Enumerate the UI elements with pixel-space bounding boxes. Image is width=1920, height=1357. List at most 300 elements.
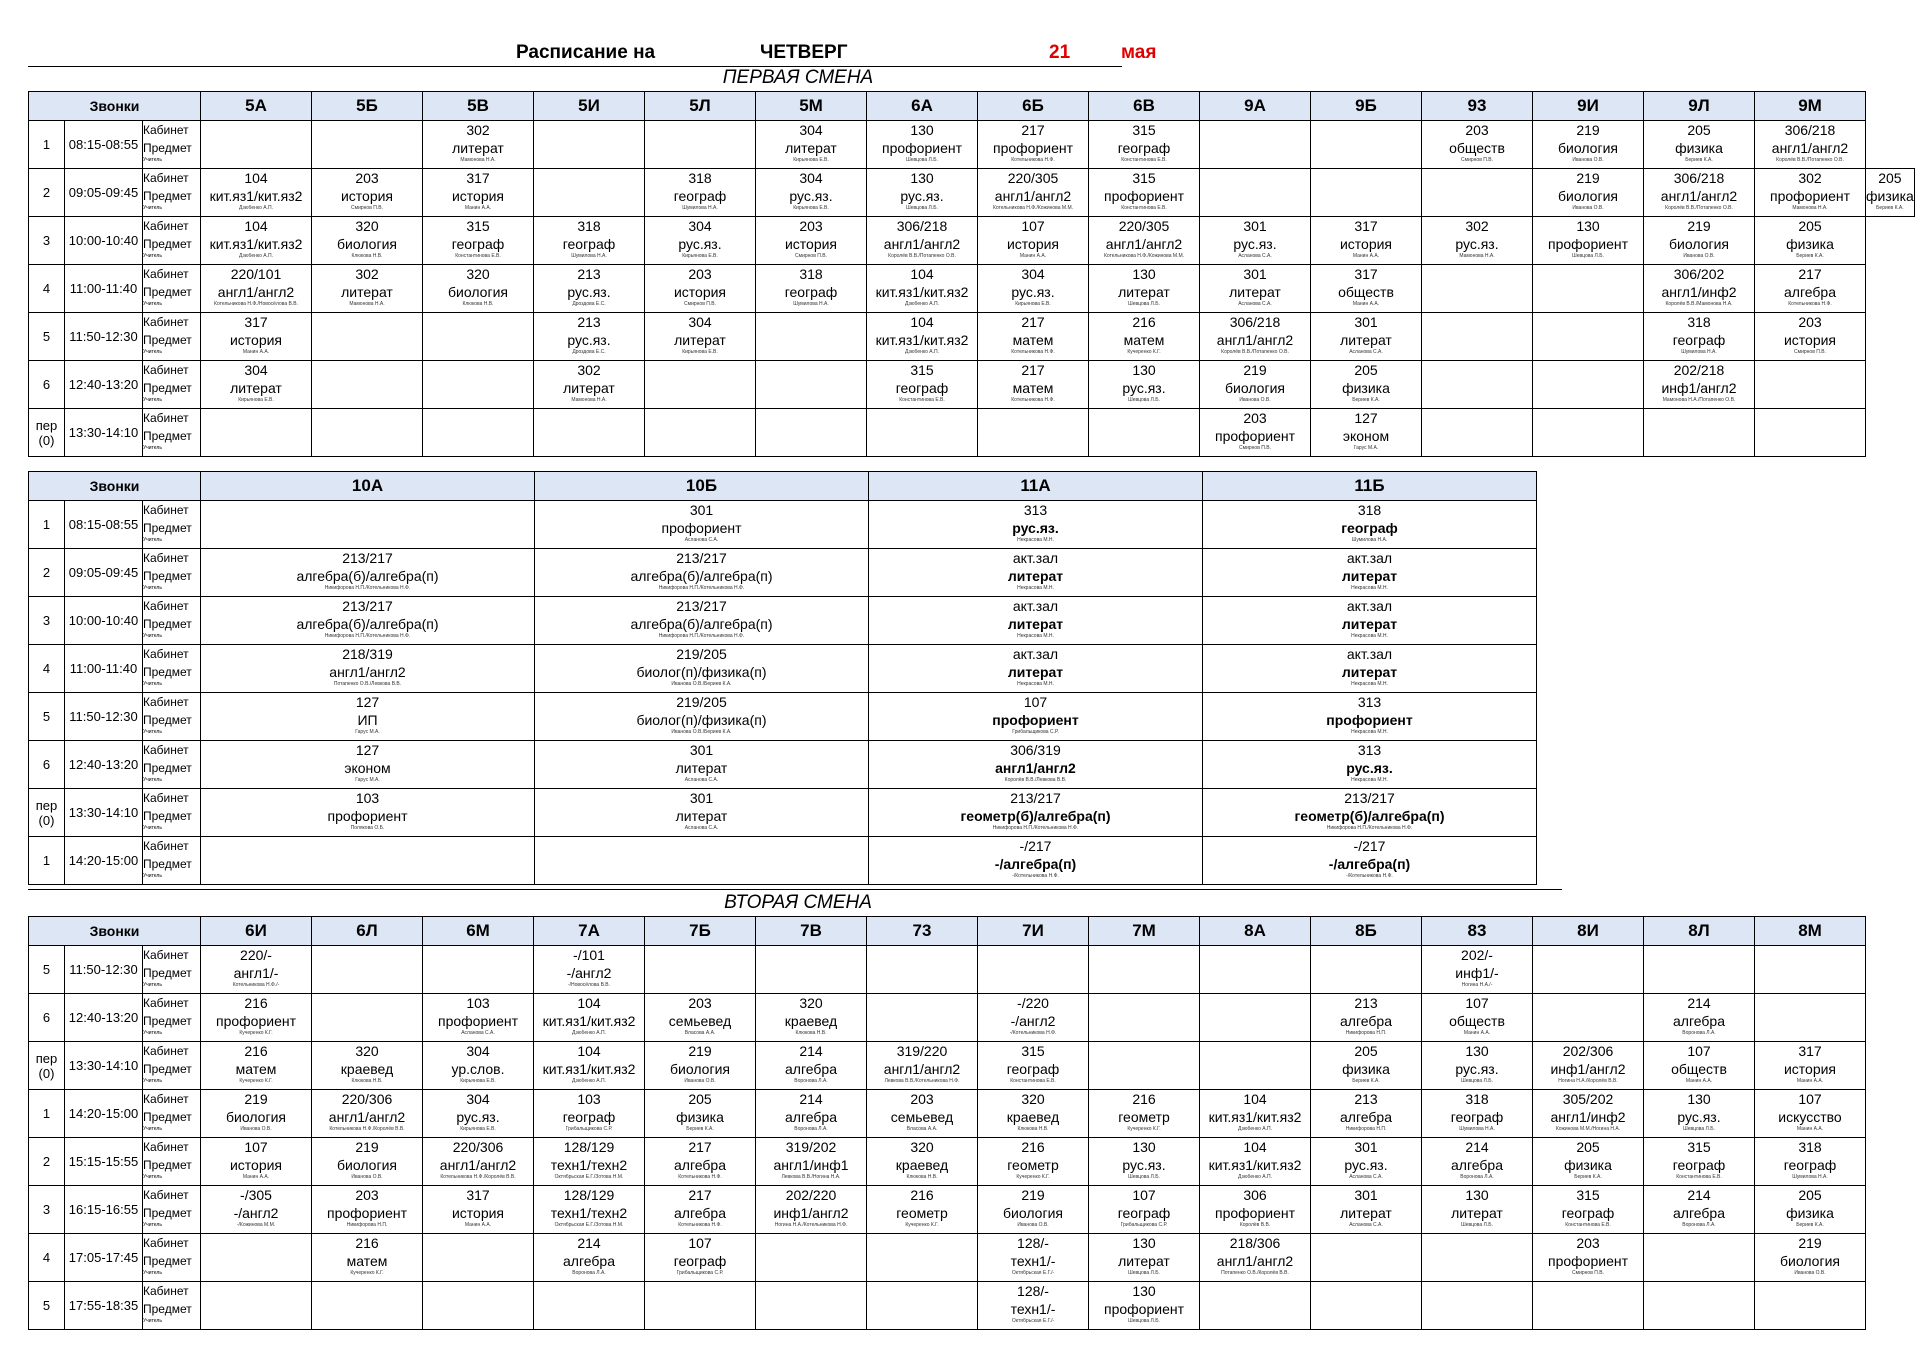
subject-name: обществ bbox=[1449, 1013, 1505, 1029]
room-number: 203 bbox=[1576, 1235, 1600, 1251]
room-number: 130 bbox=[1132, 1283, 1156, 1299]
teacher-name: Смирнов П.В. bbox=[1794, 349, 1826, 355]
subject-name bbox=[1200, 964, 1310, 982]
subject-name: географ bbox=[1672, 332, 1726, 348]
subject-name bbox=[1533, 1012, 1643, 1030]
room-number bbox=[1422, 169, 1532, 187]
teacher-name bbox=[1089, 982, 1199, 988]
subject-name: инф1/англ2 bbox=[773, 1205, 849, 1221]
subject-name: литерат bbox=[675, 760, 728, 776]
room-number: 301 bbox=[1354, 314, 1378, 330]
room-number: 107 bbox=[1798, 1091, 1822, 1107]
room-number bbox=[645, 946, 755, 964]
teacher-name bbox=[1533, 1318, 1643, 1324]
teacher-name bbox=[1311, 1318, 1421, 1324]
teacher-name: -/Котельникова Н.Ф. bbox=[1012, 873, 1059, 879]
row-labels bbox=[143, 1234, 201, 1282]
label-room: Кабинет bbox=[143, 171, 189, 185]
subject-name: рус.яз. bbox=[1012, 520, 1059, 536]
subject-name: кит.яз1/кит.яз2 bbox=[875, 332, 969, 348]
label-teacher: Учитель bbox=[143, 397, 162, 403]
teacher-name: Константинова Е.В. bbox=[1121, 157, 1167, 163]
lesson-number: 2 bbox=[29, 169, 65, 217]
room-number: 315 bbox=[1021, 1043, 1045, 1059]
zvonki-header: Звонки bbox=[29, 472, 201, 501]
lesson-cell bbox=[423, 265, 534, 313]
subject-name: рус.яз. bbox=[1122, 380, 1166, 396]
room-number: 319/202 bbox=[785, 1139, 837, 1155]
label-room: Кабинет bbox=[143, 363, 189, 377]
room-number: 107 bbox=[1687, 1043, 1711, 1059]
lesson-time: 14:20-15:00 bbox=[65, 837, 143, 885]
lesson-cell bbox=[1533, 121, 1644, 169]
room-number bbox=[756, 946, 866, 964]
lesson-cell bbox=[1422, 1234, 1533, 1282]
subject-name bbox=[1200, 139, 1310, 157]
room-number: 103 bbox=[355, 790, 380, 806]
lesson-cell bbox=[312, 946, 423, 994]
subject-name bbox=[1311, 1300, 1421, 1318]
class-header: 8Б bbox=[1311, 917, 1422, 946]
subject-name bbox=[1311, 1252, 1421, 1270]
room-number: 320 bbox=[910, 1139, 934, 1155]
subject-name bbox=[1089, 1012, 1199, 1030]
teacher-name bbox=[423, 1270, 533, 1276]
subject-name: рус.яз. bbox=[1122, 1157, 1166, 1173]
subject-name: алгебра bbox=[1340, 1109, 1392, 1125]
lesson-cell bbox=[201, 361, 312, 409]
label-room: Кабинет bbox=[143, 219, 189, 233]
room-number bbox=[1089, 409, 1199, 427]
subject-name: история bbox=[1339, 236, 1393, 252]
room-number: 320 bbox=[799, 995, 823, 1011]
teacher-name: Дзюбенко А.П. bbox=[238, 253, 274, 259]
lesson-number: 3 bbox=[29, 597, 65, 645]
lesson-cell bbox=[535, 693, 869, 741]
teacher-name: Шевцова Л.Б. bbox=[1461, 1222, 1493, 1228]
lesson-cell bbox=[1644, 121, 1755, 169]
lesson-cell bbox=[423, 994, 534, 1042]
teacher-name: Полякова О.Б. bbox=[350, 825, 385, 831]
label-teacher: Учитель bbox=[143, 205, 162, 211]
lesson-cell bbox=[1203, 789, 1537, 837]
subject-name: англ1/инф2 bbox=[1661, 284, 1737, 300]
lesson-cell bbox=[312, 409, 423, 457]
subject-name bbox=[1533, 331, 1643, 349]
teacher-name: Котельникова Н.Ф./Королёв В.В. bbox=[440, 1174, 516, 1180]
teacher-name: Октябрьская Е.Г./- bbox=[1011, 1270, 1055, 1276]
teacher-name: Иванова О.В. bbox=[1572, 157, 1604, 163]
label-room: Кабинет bbox=[143, 839, 189, 853]
room-number: 203 bbox=[355, 170, 379, 186]
teacher-name: Клюкова Н.В. bbox=[906, 1174, 938, 1180]
lesson-cell bbox=[978, 1090, 1089, 1138]
lesson-cell bbox=[756, 1282, 867, 1330]
lesson-cell bbox=[645, 1138, 756, 1186]
teacher-name: Шумилова Н.А. bbox=[571, 253, 607, 259]
subject-name bbox=[1755, 427, 1865, 445]
teacher-name bbox=[312, 157, 422, 163]
schedule-table-second-shift bbox=[28, 916, 1866, 1330]
room-number bbox=[201, 121, 311, 139]
subject-name bbox=[645, 964, 755, 982]
lesson-cell bbox=[1422, 1282, 1533, 1330]
teacher-name bbox=[1311, 205, 1421, 211]
room-number bbox=[1533, 265, 1643, 283]
lesson-cell bbox=[201, 837, 535, 885]
lesson-cell bbox=[1755, 121, 1866, 169]
lesson-cell bbox=[978, 313, 1089, 361]
teacher-name: Королёв В.В. bbox=[1239, 1222, 1271, 1228]
room-number: 104 bbox=[1243, 1091, 1267, 1107]
lesson-cell bbox=[1311, 217, 1422, 265]
room-number: 128/129 bbox=[563, 1187, 615, 1203]
lesson-cell bbox=[1200, 946, 1311, 994]
lesson-cell bbox=[645, 1234, 756, 1282]
room-number: 217 bbox=[1021, 314, 1045, 330]
label-subject: Предмет bbox=[143, 141, 192, 155]
teacher-name: Октябрьская Е.Г./Зотова Н.М. bbox=[554, 1174, 624, 1180]
room-number bbox=[423, 409, 533, 427]
lesson-cell bbox=[201, 121, 312, 169]
subject-name: биология bbox=[337, 236, 397, 252]
subject-name bbox=[1644, 1300, 1754, 1318]
lesson-cell bbox=[1422, 1186, 1533, 1234]
teacher-name bbox=[645, 397, 755, 403]
teacher-name: Шевцова Л.Б. bbox=[1461, 1078, 1493, 1084]
subject-name: профориент bbox=[993, 140, 1073, 156]
lesson-time: 13:30-14:10 bbox=[65, 1042, 143, 1090]
lesson-cell bbox=[756, 361, 867, 409]
room-number: 216 bbox=[244, 1043, 268, 1059]
lesson-number: пер (0) bbox=[29, 409, 65, 457]
subject-name: кит.яз1/кит.яз2 bbox=[1208, 1157, 1302, 1173]
lesson-row bbox=[29, 169, 1915, 217]
teacher-name: Смирнов П.В. bbox=[1239, 445, 1271, 451]
lesson-row bbox=[29, 789, 1537, 837]
subject-name: история bbox=[784, 236, 838, 252]
subject-name: физика bbox=[1564, 1157, 1612, 1173]
lesson-cell bbox=[1644, 1282, 1755, 1330]
teacher-name: Королёв В.В./Потапенко О.В. bbox=[1665, 205, 1733, 211]
room-number: 320 bbox=[466, 266, 490, 282]
teacher-name bbox=[201, 873, 534, 879]
room-number bbox=[1311, 1282, 1421, 1300]
lesson-cell bbox=[1203, 597, 1537, 645]
teacher-name: Некрасова М.Н. bbox=[1017, 681, 1054, 687]
room-number: акт.зал bbox=[1012, 550, 1059, 566]
lesson-cell bbox=[534, 1282, 645, 1330]
lesson-cell bbox=[1533, 1282, 1644, 1330]
lesson-cell bbox=[1203, 741, 1537, 789]
teacher-name bbox=[423, 1318, 533, 1324]
lesson-cell bbox=[867, 121, 978, 169]
room-number: 302 bbox=[577, 362, 601, 378]
room-number: 320 bbox=[355, 218, 379, 234]
room-number bbox=[201, 1282, 311, 1300]
room-number: -/220 bbox=[1017, 995, 1049, 1011]
subject-name bbox=[1200, 1300, 1310, 1318]
teacher-name: Константинова Е.В. bbox=[1565, 1222, 1611, 1228]
room-number: 216 bbox=[910, 1187, 934, 1203]
room-number: 219 bbox=[1243, 362, 1267, 378]
teacher-name: Константинова Е.В. bbox=[1121, 205, 1167, 211]
subject-name: географ bbox=[1117, 140, 1171, 156]
lesson-cell bbox=[1089, 265, 1200, 313]
subject-name bbox=[201, 1252, 311, 1270]
label-subject: Предмет bbox=[143, 569, 192, 583]
subject-name: алгебра bbox=[1340, 1013, 1392, 1029]
room-number: 302 bbox=[355, 266, 379, 282]
lesson-cell bbox=[534, 217, 645, 265]
lesson-number: пер (0) bbox=[29, 789, 65, 837]
room-number: 219 bbox=[244, 1091, 268, 1107]
lesson-cell bbox=[1755, 1138, 1866, 1186]
label-room: Кабинет bbox=[143, 1188, 189, 1202]
teacher-name: Кучеренко К.Г. bbox=[239, 1078, 273, 1084]
label-teacher: Учитель bbox=[143, 1222, 162, 1228]
teacher-name bbox=[535, 873, 868, 879]
lesson-cell bbox=[534, 994, 645, 1042]
room-number: 104 bbox=[910, 266, 934, 282]
room-number: 130 bbox=[1132, 1235, 1156, 1251]
teacher-name: Ногина Н.А./Королёв В.В. bbox=[1558, 1078, 1618, 1084]
subject-name bbox=[978, 427, 1088, 445]
room-number: 128/129 bbox=[563, 1139, 615, 1155]
teacher-name: Бериев К.А. bbox=[1876, 205, 1904, 211]
lesson-cell bbox=[978, 1042, 1089, 1090]
row-labels bbox=[143, 789, 201, 837]
lesson-cell bbox=[756, 1042, 867, 1090]
room-number bbox=[867, 409, 977, 427]
lesson-time: 08:15-08:55 bbox=[65, 501, 143, 549]
teacher-name: -/Кожинова М.М. bbox=[236, 1222, 276, 1228]
subject-name bbox=[645, 379, 755, 397]
teacher-name: Асланова С.А. bbox=[1238, 253, 1272, 259]
label-subject: Предмет bbox=[143, 1254, 192, 1268]
label-teacher: Учитель bbox=[143, 1270, 162, 1276]
subject-name bbox=[534, 187, 644, 205]
subject-name: профориент bbox=[327, 1205, 407, 1221]
subject-name: литерат bbox=[1007, 568, 1064, 584]
lesson-cell bbox=[1311, 1090, 1422, 1138]
teacher-name: Константинова Е.В. bbox=[899, 397, 945, 403]
subject-name: краевед bbox=[895, 1157, 949, 1173]
teacher-name: Клюкова Н.В. bbox=[351, 1078, 383, 1084]
subject-name: история bbox=[229, 1157, 283, 1173]
subject-name bbox=[1533, 427, 1643, 445]
lesson-cell bbox=[867, 1042, 978, 1090]
lesson-cell bbox=[1311, 361, 1422, 409]
lesson-cell bbox=[534, 313, 645, 361]
teacher-name: Кучеренко К.Г. bbox=[239, 1030, 273, 1036]
lesson-cell bbox=[1644, 946, 1755, 994]
class-header: 6В bbox=[1089, 92, 1200, 121]
label-teacher: Учитель bbox=[143, 681, 162, 687]
teacher-name: Иванова О.В. bbox=[1239, 397, 1271, 403]
teacher-name: -/Котельникова Н.Ф. bbox=[1346, 873, 1393, 879]
lesson-cell bbox=[1203, 501, 1537, 549]
lesson-cell bbox=[867, 946, 978, 994]
teacher-name: Котельникова Н.Ф./- bbox=[232, 982, 280, 988]
lesson-cell bbox=[312, 1090, 423, 1138]
lesson-cell bbox=[1200, 1282, 1311, 1330]
subject-name bbox=[645, 1300, 755, 1318]
class-header: 83 bbox=[1422, 917, 1533, 946]
teacher-name: Некрасова М.Н. bbox=[1017, 537, 1054, 543]
subject-name: рус.яз. bbox=[1346, 760, 1393, 776]
teacher-name bbox=[1644, 445, 1754, 451]
lesson-cell bbox=[1089, 409, 1200, 457]
subject-name bbox=[756, 331, 866, 349]
subject-name: географ bbox=[1783, 1157, 1837, 1173]
lesson-cell bbox=[201, 549, 535, 597]
lesson-cell bbox=[1089, 946, 1200, 994]
lesson-cell bbox=[1203, 645, 1537, 693]
subject-name: профориент bbox=[1770, 188, 1850, 204]
subject-name: рус.яз. bbox=[900, 188, 944, 204]
lesson-cell bbox=[1089, 1186, 1200, 1234]
teacher-name: -/Котельникова Н.Ф. bbox=[1009, 1030, 1057, 1036]
lesson-cell bbox=[1533, 1090, 1644, 1138]
lesson-cell bbox=[978, 265, 1089, 313]
teacher-name: Дзюбенко А.П. bbox=[1237, 1174, 1273, 1180]
label-room: Кабинет bbox=[143, 1092, 189, 1106]
lesson-cell bbox=[201, 1042, 312, 1090]
lesson-cell bbox=[1200, 1186, 1311, 1234]
lesson-cell bbox=[312, 1186, 423, 1234]
room-number: 320 bbox=[355, 1043, 379, 1059]
teacher-name bbox=[312, 397, 422, 403]
subject-name bbox=[1422, 331, 1532, 349]
label-teacher: Учитель bbox=[143, 1126, 162, 1132]
subject-name: алгебра bbox=[1784, 284, 1836, 300]
teacher-name bbox=[1755, 445, 1865, 451]
subject-name: биология bbox=[226, 1109, 286, 1125]
subject-name bbox=[1422, 187, 1532, 205]
class-header: 9М bbox=[1755, 92, 1866, 121]
teacher-name: Иванова О.В. bbox=[1017, 1222, 1049, 1228]
schedule-table-first-shift bbox=[28, 91, 1915, 457]
subject-name: матем bbox=[1012, 380, 1054, 396]
subject-name: географ bbox=[562, 1109, 616, 1125]
lesson-cell bbox=[1089, 169, 1200, 217]
room-number: акт.зал bbox=[1012, 598, 1059, 614]
teacher-name: Шевцова Л.Б. bbox=[1572, 253, 1604, 259]
lesson-number: 6 bbox=[29, 741, 65, 789]
lesson-time: 15:15-15:55 bbox=[65, 1138, 143, 1186]
subject-name: алгебра(б)/алгебра(п) bbox=[630, 568, 773, 584]
room-number: 313 bbox=[1357, 694, 1382, 710]
teacher-name bbox=[1422, 445, 1532, 451]
teacher-name: Манин А.А. bbox=[1796, 1078, 1824, 1084]
subject-name bbox=[312, 331, 422, 349]
subject-name bbox=[534, 1300, 644, 1318]
teacher-name: Манин А.А. bbox=[1463, 1030, 1491, 1036]
teacher-name: Дзюбенко А.П. bbox=[238, 205, 274, 211]
teacher-name: Смирнов П.В. bbox=[1572, 1270, 1604, 1276]
teacher-name bbox=[312, 1030, 422, 1036]
label-subject: Предмет bbox=[143, 189, 192, 203]
lesson-cell bbox=[1200, 1090, 1311, 1138]
teacher-name bbox=[312, 349, 422, 355]
class-header: 9Б bbox=[1311, 92, 1422, 121]
subject-name bbox=[534, 427, 644, 445]
lesson-cell bbox=[1755, 1042, 1866, 1090]
lesson-cell bbox=[423, 1042, 534, 1090]
teacher-name: Дзюбенко А.П. bbox=[904, 301, 940, 307]
lesson-cell bbox=[201, 946, 312, 994]
lesson-cell bbox=[312, 361, 423, 409]
room-number bbox=[1200, 1042, 1310, 1060]
subject-name: географ bbox=[562, 236, 616, 252]
subject-name bbox=[1644, 964, 1754, 982]
lesson-cell bbox=[1422, 361, 1533, 409]
subject-name: матем bbox=[1123, 332, 1165, 348]
room-number: 304 bbox=[688, 314, 712, 330]
lesson-cell bbox=[1089, 361, 1200, 409]
subject-name bbox=[867, 1252, 977, 1270]
room-number: 302 bbox=[466, 122, 490, 138]
subject-name: рус.яз. bbox=[567, 284, 611, 300]
lesson-cell bbox=[1089, 1138, 1200, 1186]
room-number bbox=[1200, 169, 1310, 187]
teacher-name: Дроздова Е.С. bbox=[572, 349, 606, 355]
teacher-name bbox=[756, 445, 866, 451]
teacher-name bbox=[1311, 982, 1421, 988]
teacher-name: Бериев К.А. bbox=[1352, 1078, 1380, 1084]
teacher-name: Асланова С.А. bbox=[684, 537, 719, 543]
teacher-name: Манин А.А. bbox=[1352, 253, 1380, 259]
lesson-cell bbox=[867, 265, 978, 313]
lesson-cell bbox=[869, 789, 1203, 837]
lesson-row bbox=[29, 837, 1537, 885]
lesson-cell bbox=[1311, 121, 1422, 169]
subject-name: биология bbox=[448, 284, 508, 300]
row-labels bbox=[143, 645, 201, 693]
teacher-name: Мамонова Н.А. bbox=[1792, 205, 1828, 211]
subject-name bbox=[645, 139, 755, 157]
lesson-cell bbox=[1644, 1090, 1755, 1138]
subject-name: физика bbox=[1786, 236, 1834, 252]
room-number: 107 bbox=[1021, 218, 1045, 234]
room-number: -/101 bbox=[573, 947, 605, 963]
teacher-name: Котельникова Н.Ф. bbox=[1011, 397, 1055, 403]
teacher-name bbox=[1533, 301, 1643, 307]
teacher-name: Никифорова Н.П./Котельникова Н.Ф. bbox=[1326, 825, 1413, 831]
lesson-row bbox=[29, 121, 1915, 169]
lesson-cell bbox=[423, 1234, 534, 1282]
title-label: Расписание на bbox=[516, 42, 656, 63]
subject-name: краевед bbox=[784, 1013, 838, 1029]
lesson-cell bbox=[1644, 313, 1755, 361]
room-number: 306/218 bbox=[1673, 170, 1725, 186]
row-labels bbox=[143, 994, 201, 1042]
teacher-name: Некрасова М.Н. bbox=[1351, 729, 1388, 735]
room-number bbox=[423, 361, 533, 379]
title-date: 21 bbox=[1049, 42, 1071, 63]
lesson-cell bbox=[1089, 121, 1200, 169]
lesson-row bbox=[29, 1186, 1866, 1234]
teacher-name: Шевцова Л.Б. bbox=[1683, 1126, 1715, 1132]
lesson-row bbox=[29, 361, 1915, 409]
room-number: 306/218 bbox=[1784, 122, 1836, 138]
lesson-time: 12:40-13:20 bbox=[65, 361, 143, 409]
lesson-time: 16:15-16:55 bbox=[65, 1186, 143, 1234]
subject-name: история bbox=[1783, 332, 1837, 348]
subject-name: биология bbox=[1225, 380, 1285, 396]
room-number: 220/- bbox=[240, 947, 272, 963]
